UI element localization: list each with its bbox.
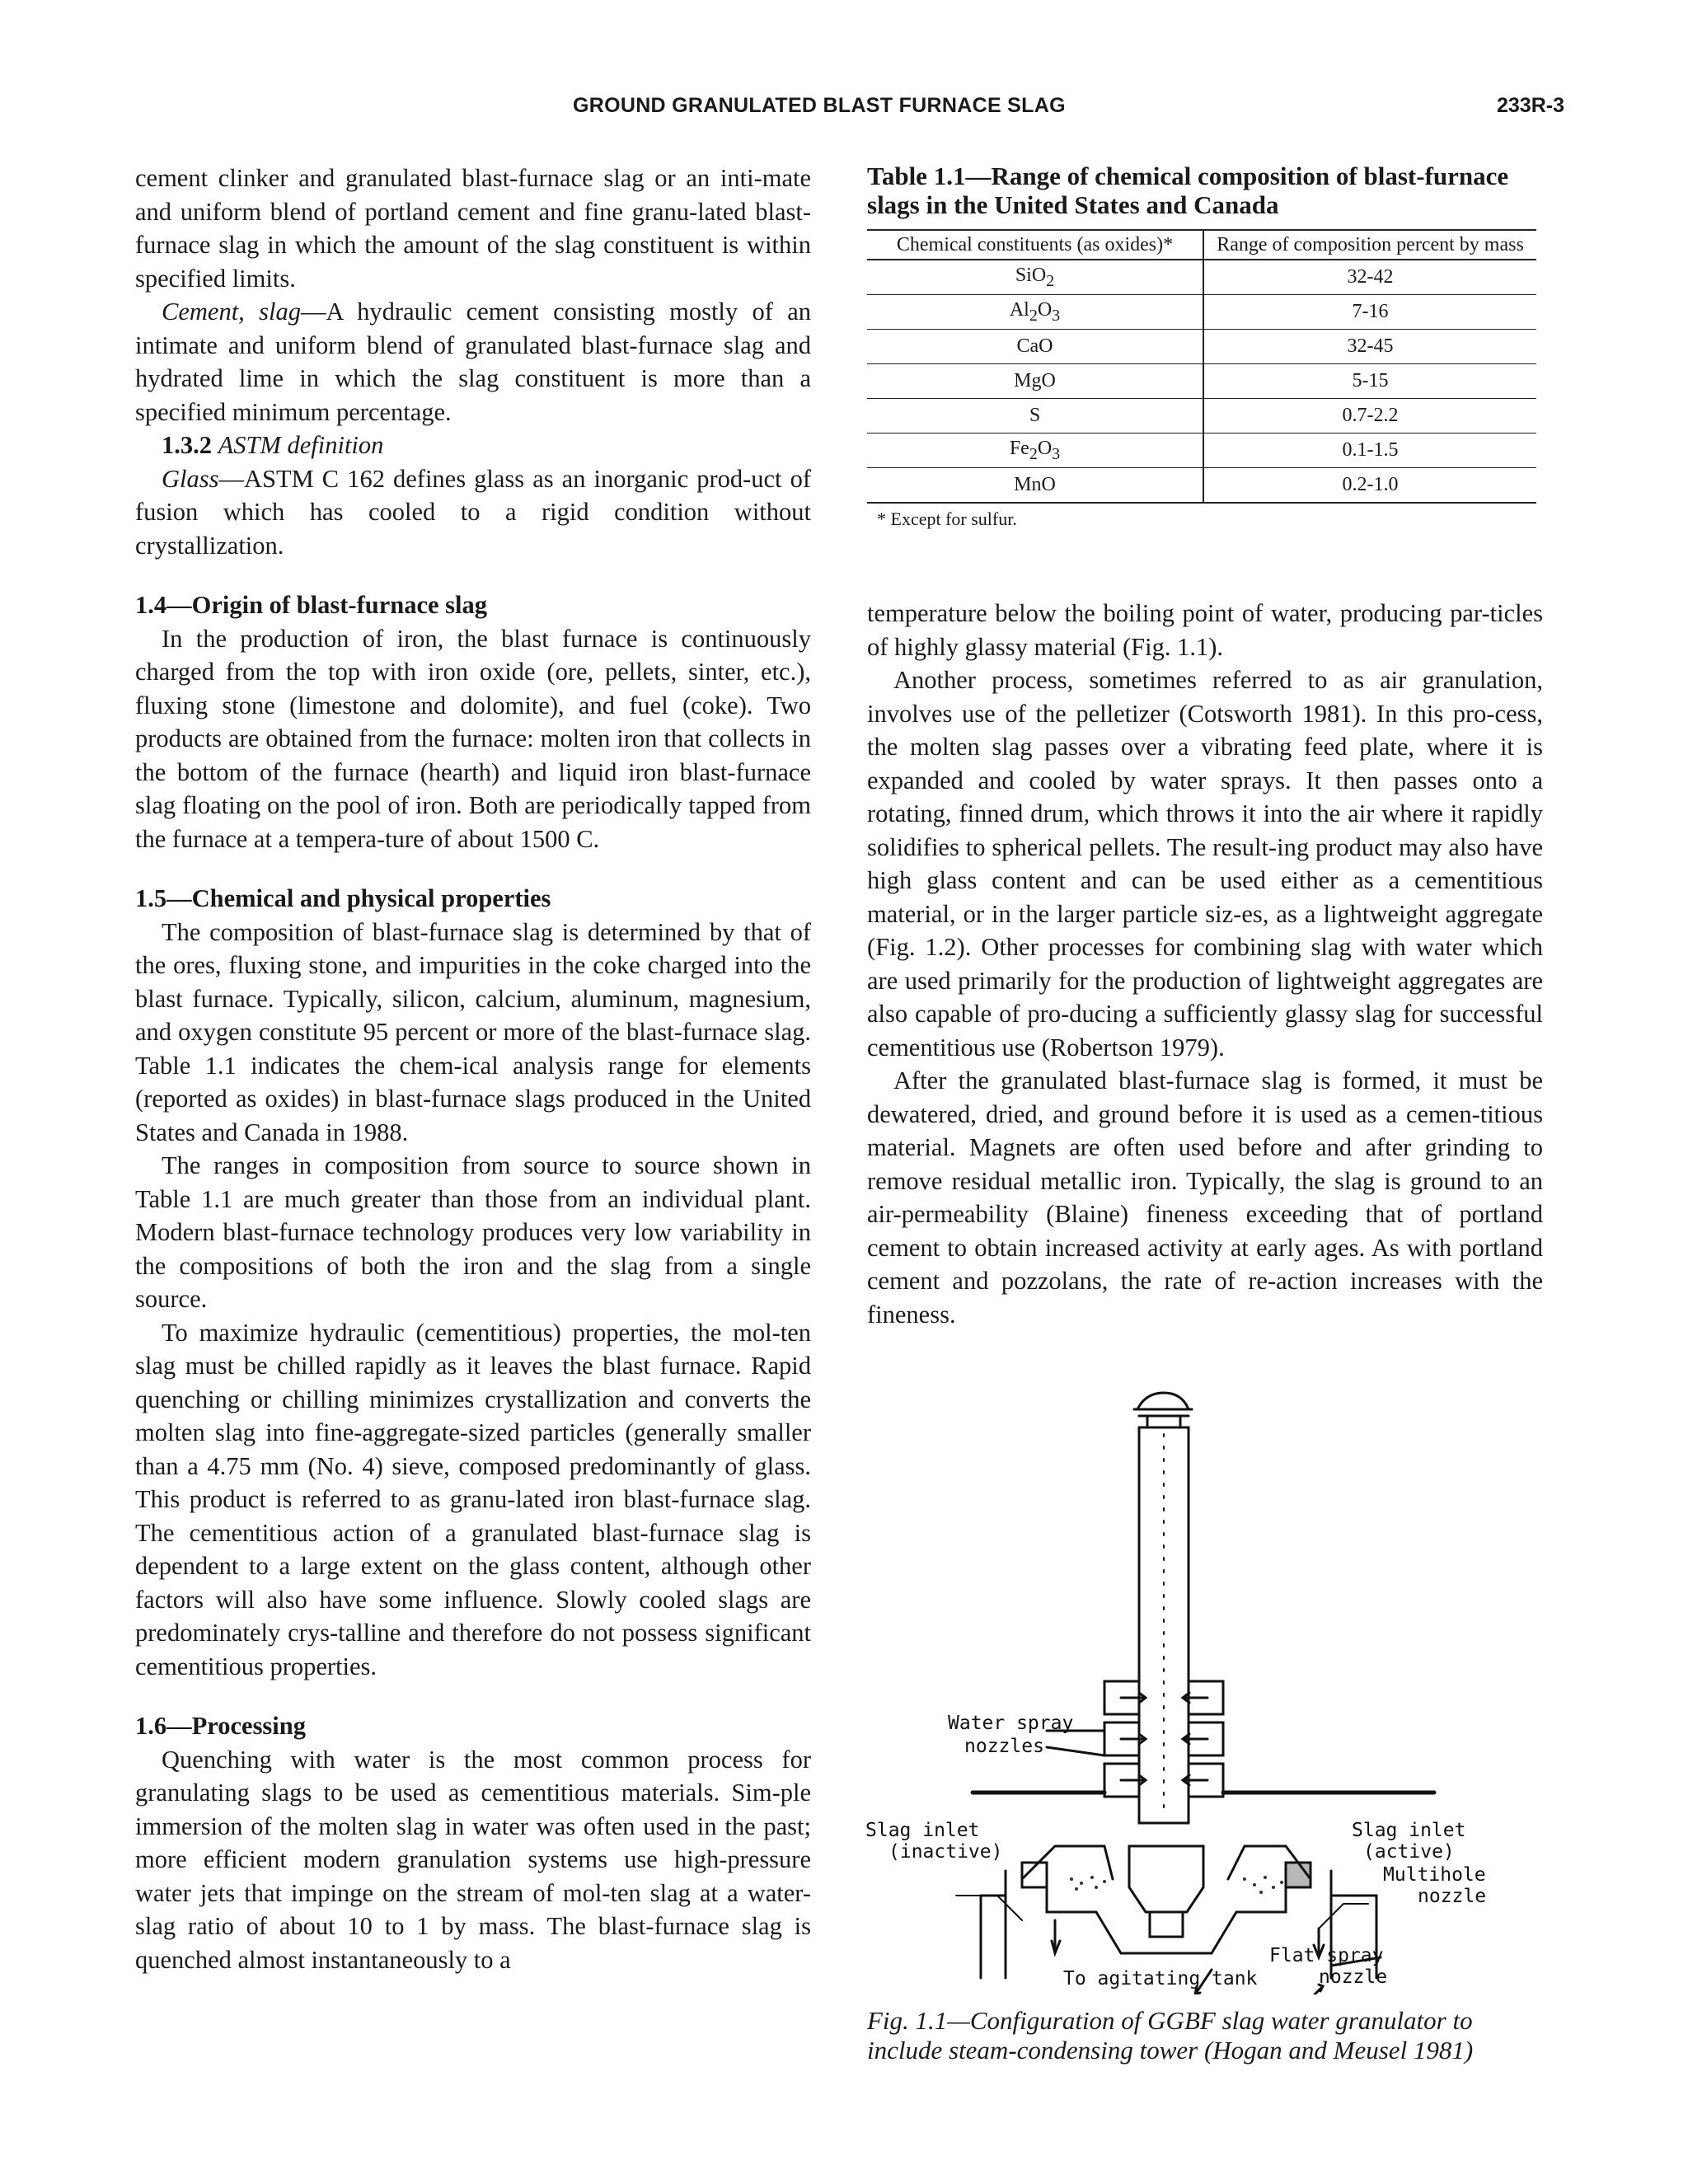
right-column-text — [867, 597, 1543, 1331]
paragraph-glass — [135, 462, 811, 563]
running-title: GROUND GRANULATED BLAST FURNACE SLAG — [573, 94, 1066, 117]
section-heading-1-5: 1.5—Chemical and physical properties — [135, 884, 551, 912]
left-column — [135, 162, 811, 1976]
table-row — [867, 364, 1536, 399]
table-header-range: Range of composition percent by mass — [1203, 230, 1536, 260]
label-slag-inlet-inactive: Slag inlet — [865, 1820, 980, 1841]
label-slag-inlet-active: Slag inlet — [1352, 1820, 1466, 1841]
table-header-constituents: Chemical constituents (as oxides)* — [867, 230, 1203, 260]
constituent-cell: S — [867, 399, 1203, 434]
range-cell: 0.2-1.0 — [1342, 474, 1399, 495]
range-cell: 0.7-2.2 — [1203, 399, 1536, 434]
label-agitating-tank: To agitating tank — [1063, 1968, 1258, 1990]
definition-text: —A hydraulic cement consisting mostly of an intimate and uniform blend of granulated blast-furnace slag and hydrated lime in which the slag constituent is more than a specified minimum percentage. — [135, 298, 812, 426]
label-water-spray: Water spray — [948, 1713, 1074, 1734]
range-cell: 0.1-1.5 — [1203, 434, 1536, 468]
figure-caption: Fig. 1.1—Configuration of GGBF slag water granulator to include steam-condensing tower (Hogan and Meusel 1981) — [867, 2006, 1474, 2064]
label-flat-spray: Flat spray — [1269, 1945, 1384, 1966]
constituent-cell: $Al_2O_3$ — [867, 295, 1203, 330]
label-flat-nozzle: nozzle — [1319, 1966, 1388, 1988]
table-row — [867, 295, 1536, 330]
section-heading-1-6: 1.6—Processing — [135, 1712, 306, 1740]
granulator-figure — [857, 1385, 1525, 1994]
term-glass: Glass — [162, 464, 219, 493]
paragraph-cement-slag — [135, 295, 811, 429]
paragraph: After the granulated blast-furnace slag is formed, it must be dewatered, dried, and ground before it is used as a cemen-titious material. Magnets are often used before and after grinding to remove residual metallic iron. Typically, the slag is ground to an air-permeability (Blaine) fineness exceeding that of portland cement to obtain increased activity at early ages. As with portland cement and pozzolans, the rate of re-action increases with the fineness. — [867, 1066, 1543, 1329]
paragraph: The composition of blast-furnace slag is determined by that of the ores, fluxing stone, and impurities in the coke charged into the blast furnace. Typically, silicon, calcium, aluminum, magnesium, and oxygen constitute 95 percent or more of the blast-furnace slag. Table 1.1 indicates the chem-ical analysis range for elements (reported as oxides) in blast-furnace slags produced in the United States and Canada in 1988. — [135, 917, 811, 1146]
table-body — [867, 260, 1536, 503]
subsection-title: ASTM definition — [218, 431, 384, 459]
table-row — [867, 330, 1536, 364]
label-multihole: Multihole — [1383, 1864, 1486, 1886]
subsection-number: 1.3.2 — [162, 431, 212, 459]
subsection-heading-1-3-2 — [135, 429, 811, 462]
label-active: (active) — [1363, 1841, 1455, 1863]
paragraph: temperature below the boiling point of water, producing par-ticles of highly glassy material (Fig. 1.1). — [867, 599, 1543, 661]
paragraph: The ranges in composition from source to source shown in Table 1.1 are much greater than those from an individual plant. Modern blast-furnace technology produces very low variability in the compositions of both the iron and the slag from a single source. — [135, 1151, 811, 1313]
range-cell: 7-16 — [1203, 295, 1536, 330]
table-row — [867, 434, 1536, 468]
label-nozzle-multihole: nozzle — [1418, 1886, 1487, 1907]
label-inactive: (inactive) — [889, 1841, 1003, 1863]
paragraph: To maximize hydraulic (cementitious) properties, the mol-ten slag must be chilled rapidly as it leaves the blast furnace. Rapid quenching or chilling minimizes crystallization and converts the molten slag into fine-aggregate-sized particles (generally smaller than a 4.75 mm (No. 4) sieve, composed predominantly of glass. This product is referred to as granu-lated iron blast-furnace slag. The cementitious action of a granulated blast-furnace slag is dependent to a large extent on the glass content, although other factors will also have some influence. Slowly cooled slags are predominately crys-talline and therefore do not possess significant cementitious properties. — [135, 1318, 811, 1680]
constituent-cell: MgO — [867, 364, 1203, 399]
table-footnote: * Except for sulfur. — [877, 509, 1017, 529]
range-cell: 5-15 — [1203, 364, 1536, 399]
table-caption: Table 1.1—Range of chemical composition of blast-furnace slags in the United States and Canada — [867, 162, 1509, 219]
paragraph: Quenching with water is the most common process for granulating slags to be used as cementitious materials. Sim-ple immersion of the molten slag in water was often used in the past; more efficient modern granulation systems use high-pressure water jets that impinge on the stream of mol-ten slag at a water-slag ratio of about 10 to 1 by mass. The blast-furnace slag is quenched almost instantaneously to a — [135, 1745, 811, 1974]
constituent-cell: $Fe_2O_3$ — [867, 434, 1203, 468]
section-heading-1-4: 1.4—Origin of blast-furnace slag — [135, 591, 487, 619]
table-row — [867, 260, 1536, 295]
paragraph: Another process, sometimes referred to as air granulation, involves use of the pelletizer (Cotsworth 1981). In this pro-cess, the molten slag passes over a vibrating feed plate, where it is expanded and cooled by water sprays. It then passes onto a rotating, finned drum, which throws it into the air where it rapidly solidifies to spherical pellets. The result-ing product may also have high glass content and can be used either as a cementitious material, or in the larger particle siz-es, as a lightweight aggregate (Fig. 1.2). Other processes for combining slag with water which are used primarily for the production of lightweight aggregates are also capable of pro-ducing a sufficiently glassy slag for successful cementitious use (Robertson 1979). — [867, 666, 1543, 1062]
constituent-cell: MnO — [867, 468, 1203, 504]
composition-table — [867, 229, 1536, 504]
constituent-cell: SiO$_2$ — [867, 260, 1203, 295]
table-row — [867, 468, 1536, 504]
page-number: 233R-3 — [1497, 94, 1564, 117]
paragraph: In the production of iron, the blast furnace is continuously charged from the top with iron oxide (ore, pellets, sinter, etc.), fluxing stone (limestone and dolomite), and fuel (coke). Two products are obtained from the furnace: molten iron that collects in the bottom of the furnace (hearth) and liquid iron blast-furnace slag floating on the pool of iron. Both are periodically tapped from the furnace at a tempera-ture of about 1500 C. — [135, 624, 811, 853]
definition-text: —ASTM C 162 defines glass as an inorganic prod-uct of fusion which has cooled to a rigid condition without crystallization. — [135, 464, 811, 560]
running-header — [124, 91, 1564, 124]
granulator-diagram — [857, 1385, 1525, 1994]
term-cement-slag: Cement, slag — [162, 298, 301, 326]
paragraph: cement clinker and granulated blast-furnace slag or an inti-mate and uniform blend of portland cement and fine granu-lated blast-furnace slag in which the amount of the slag constituent is within specified limits. — [135, 164, 811, 293]
range-cell: 32-42 — [1203, 260, 1536, 295]
table-row — [867, 399, 1536, 434]
label-nozzles: nozzles — [964, 1736, 1044, 1757]
constituent-cell: CaO — [867, 330, 1203, 364]
range-cell: 32-45 — [1203, 330, 1536, 364]
stack-cap — [1137, 1393, 1189, 1409]
table-block — [867, 162, 1543, 530]
